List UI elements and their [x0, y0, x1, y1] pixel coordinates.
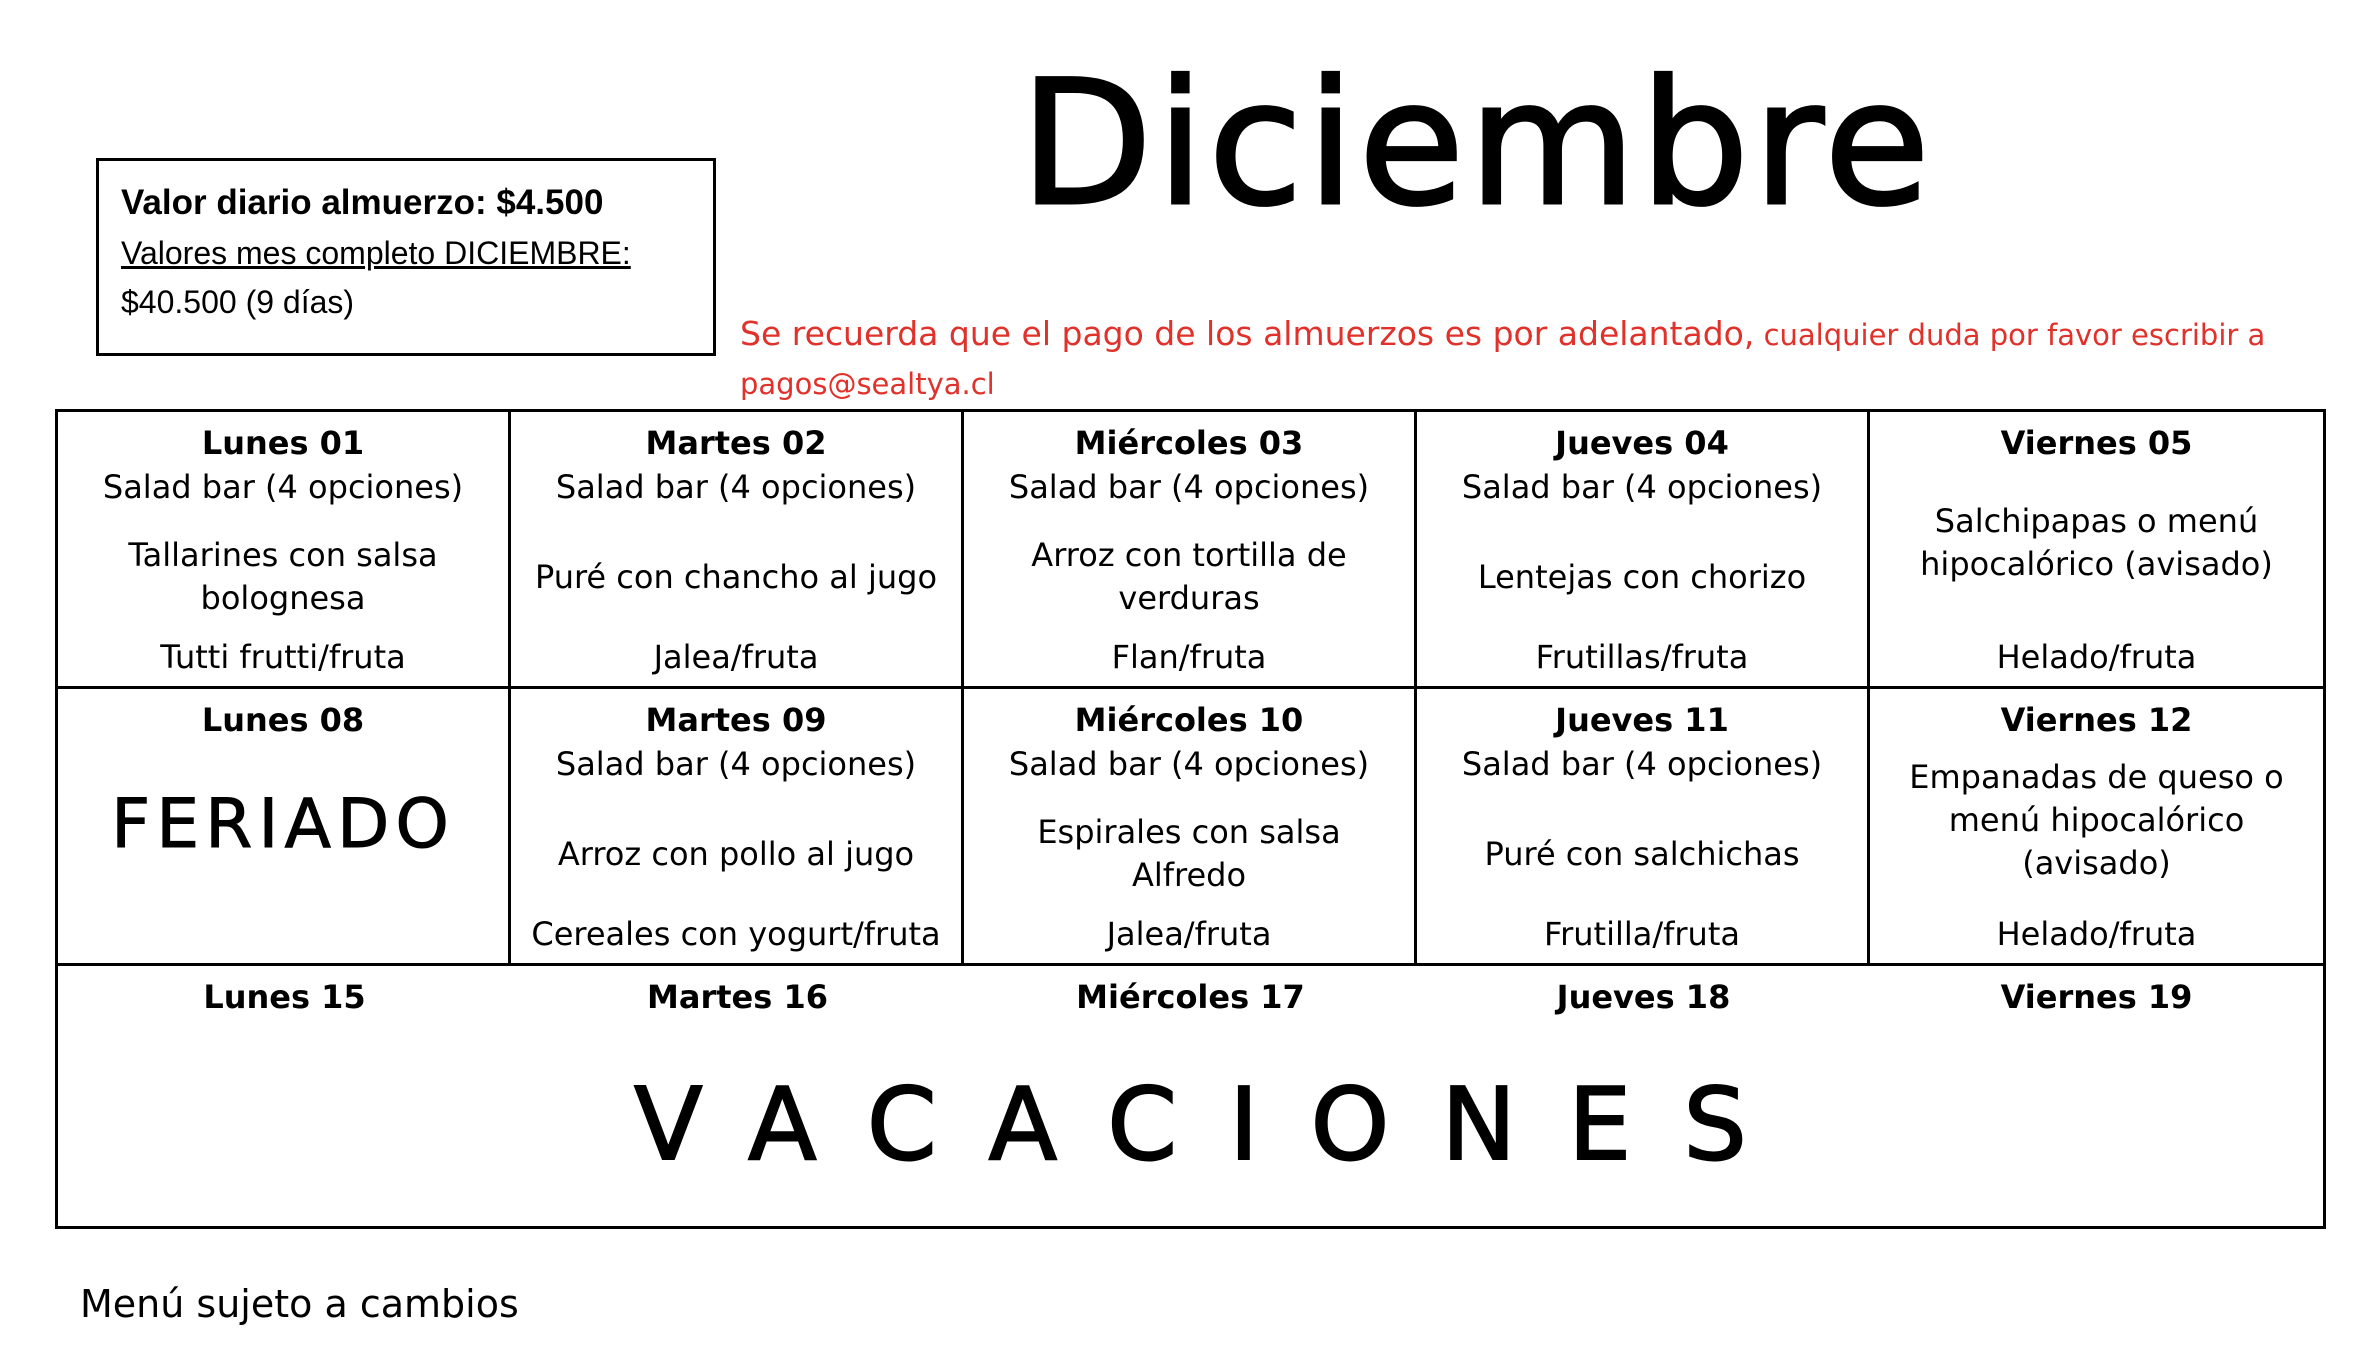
payment-notice	[740, 312, 2340, 411]
day-cell	[1870, 412, 2323, 686]
payment-notice-main: Se recuerda que el pago de los almuerzos es por adelantado,	[740, 314, 1755, 353]
main-dish: Arroz con pollo al jugo	[557, 834, 915, 873]
month-price-value: $40.500 (9 días)	[121, 284, 355, 320]
day-label: Miércoles 17	[1076, 978, 1305, 1016]
day-label: Lunes 08	[201, 701, 365, 739]
day-label: Lunes 15	[203, 978, 366, 1016]
page-title: Diciembre	[1020, 43, 1934, 244]
week-row-1	[58, 412, 2323, 689]
vacation-label: VACACIONES	[634, 1066, 1799, 1183]
salad-item: Salad bar (4 opciones)	[102, 468, 464, 506]
price-info-box	[96, 158, 716, 356]
salad-item: Salad bar (4 opciones)	[1008, 745, 1370, 783]
payment-notice-rest: cualquier duda por favor escribir a pagos@sealtya.cl	[740, 318, 2266, 401]
month-price-label: Valores mes completo DICIEMBRE:	[121, 235, 631, 271]
vacation-days	[58, 978, 2323, 1016]
dessert-item: Frutillas/fruta	[1535, 638, 1749, 676]
dessert-item: Jalea/fruta	[653, 638, 819, 676]
day-cell	[964, 689, 1417, 963]
footnote: Menú sujeto a cambios	[80, 1282, 519, 1326]
day-cell	[58, 412, 511, 686]
dessert-item: Cereales con yogurt/fruta	[531, 915, 941, 953]
day-cell	[511, 689, 964, 963]
dessert-item: Tutti frutti/fruta	[160, 638, 406, 676]
salad-item: Salad bar (4 opciones)	[1008, 468, 1370, 506]
salad-item: Salad bar (4 opciones)	[1461, 745, 1823, 783]
day-cell	[1417, 412, 1870, 686]
day-cell	[964, 412, 1417, 686]
dessert-item: Jalea/fruta	[1106, 915, 1272, 953]
main-dish: Lentejas con chorizo	[1477, 557, 1807, 596]
week-row-3	[58, 966, 2323, 1226]
main-dish: Puré con chancho al jugo	[534, 557, 938, 596]
dessert-item: Flan/fruta	[1111, 638, 1267, 676]
main-dish: Tallarines con salsa bolognesa	[128, 536, 438, 617]
dessert-item: Helado/fruta	[1996, 638, 2197, 676]
day-label: Viernes 19	[2000, 978, 2193, 1016]
main-dish: Espirales con salsa Alfredo	[1037, 813, 1341, 894]
salad-item: Salad bar (4 opciones)	[555, 468, 917, 506]
daily-price: Valor diario almuerzo: $4.500	[121, 183, 604, 222]
holiday-label: FERIADO	[111, 785, 455, 864]
day-label: Jueves 04	[1555, 424, 1729, 462]
day-label: Viernes 05	[2000, 424, 2193, 462]
main-dish: Arroz con tortilla de verduras	[1031, 536, 1347, 617]
dessert-item: Frutilla/fruta	[1544, 915, 1740, 953]
day-label: Jueves 18	[1556, 978, 1731, 1016]
day-cell	[58, 689, 511, 963]
main-dish: Puré con salchichas	[1484, 834, 1800, 873]
menu-calendar	[55, 409, 2326, 1229]
salad-item: Salad bar (4 opciones)	[555, 745, 917, 783]
day-label: Martes 02	[645, 424, 827, 462]
salad-item: Salad bar (4 opciones)	[1461, 468, 1823, 506]
dessert-item: Helado/fruta	[1996, 915, 2197, 953]
day-cell	[1417, 689, 1870, 963]
day-label: Martes 09	[645, 701, 827, 739]
day-cell	[511, 412, 964, 686]
day-cell	[1870, 689, 2323, 963]
day-label: Lunes 01	[201, 424, 365, 462]
day-label: Martes 16	[647, 978, 828, 1016]
day-label: Viernes 12	[2000, 701, 2193, 739]
day-label: Miércoles 03	[1074, 424, 1304, 462]
main-dish: Empanadas de queso o menú hipocalórico (avisado)	[1909, 757, 2284, 882]
main-dish: Salchipapas o menú hipocalórico (avisado)	[1920, 502, 2273, 583]
day-label: Miércoles 10	[1074, 701, 1304, 739]
week-row-2	[58, 689, 2323, 966]
day-label: Jueves 11	[1555, 701, 1729, 739]
